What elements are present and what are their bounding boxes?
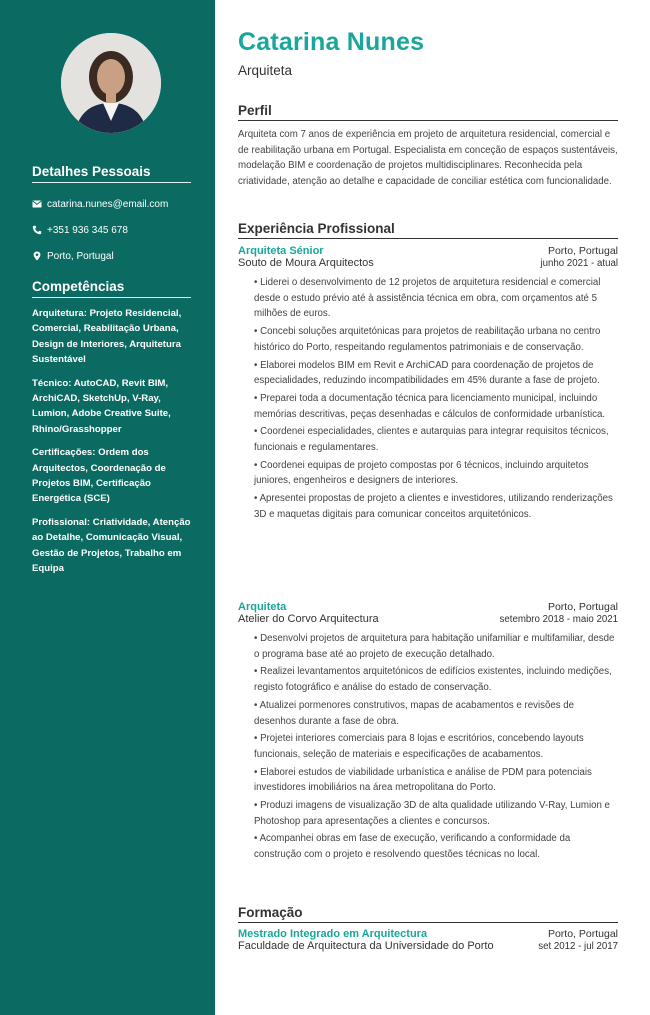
experience-title: Experiência Profissional xyxy=(238,221,618,239)
profile-title: Perfil xyxy=(238,103,618,121)
skill-item: Profissional: Criatividade, Atenção ao Detalhe, Comunicação Visual, Gestão de Projetos, Trabalho em Equipa xyxy=(32,516,191,575)
job-title: Arquiteta Sénior xyxy=(238,245,324,257)
job-company: Souto de Moura Arquitectos xyxy=(238,257,374,269)
list-item: • Liderei o desenvolvimento de 12 projetos de arquitetura residencial e comercial desde o estudo prévio até à assistência técnica em obra, com orçamentos até 5 milhões de euros. xyxy=(254,275,618,322)
job-dates: setembro 2018 - maio 2021 xyxy=(499,614,618,625)
list-item: • Apresentei propostas de projeto a clientes e investidores, utilizando renderizações 3D e maquetas digitais para comunicar conceitos arquitetónicos. xyxy=(254,491,618,522)
list-item: • Desenvolvi projetos de arquitetura para habitação unifamiliar e multifamiliar, desde o programa base até ao projeto de execução detalhado. xyxy=(254,631,618,662)
personal-details-title: Detalhes Pessoais xyxy=(32,164,191,183)
skill-item: Arquitetura: Projeto Residencial, Comercial, Reabilitação Urbana, Design de Interiores, Arquitetura Sustentável xyxy=(32,308,182,366)
skill-item: Técnico: AutoCAD, Revit BIM, ArchiCAD, SketchUp, V-Ray, Lumion, Adobe Creative Suite, Rhino/Grasshopper xyxy=(32,377,171,435)
email-text[interactable]: catarina.nunes@email.com xyxy=(47,198,169,210)
job-bullets xyxy=(254,275,618,523)
skills-section xyxy=(32,279,191,585)
job-location: Porto, Portugal xyxy=(547,245,618,257)
job-company: Atelier do Corvo Arquitectura xyxy=(238,613,379,625)
job-title: Arquiteta xyxy=(238,601,287,613)
job-entry xyxy=(238,601,618,865)
location-row xyxy=(32,243,191,269)
list-item: • Realizei levantamentos arquitetónicos de edifícios existentes, incluindo medições, registo fotográfico e análise do estado de conservação. xyxy=(254,664,618,695)
list-item: • Elaborei estudos de viabilidade urbanística e análise de PDM para potenciais investidores imobiliários na área metropolitana do Porto. xyxy=(254,765,618,796)
job-bullets xyxy=(254,631,618,863)
candidate-name: Catarina Nunes xyxy=(238,28,425,56)
education-title: Formação xyxy=(238,905,618,923)
avatar xyxy=(61,33,161,133)
list-item: • Atualizei pormenores construtivos, mapas de acabamentos e revisões de desenhos durante a fase de obra. xyxy=(254,698,618,729)
personal-details-section xyxy=(32,164,191,269)
envelope-icon xyxy=(32,199,42,209)
education-dates: set 2012 - jul 2017 xyxy=(538,941,618,952)
list-item: • Coordenei equipas de projeto compostas por 6 técnicos, incluindo arquitetos juniores, engenheiros e designers de interiores. xyxy=(254,458,618,489)
location-text: Porto, Portugal xyxy=(47,250,114,262)
list-item: • Acompanhei obras em fase de execução, verificando a conformidade da construção com o projeto e resolvendo questões técnicas no local. xyxy=(254,831,618,862)
list-item: • Projetei interiores comerciais para 8 lojas e escritórios, concebendo layouts funcionais, seleção de materiais e especificações de acabamentos. xyxy=(254,731,618,762)
job-location: Porto, Portugal xyxy=(547,601,618,613)
email-row xyxy=(32,191,191,217)
education-entry xyxy=(238,928,618,952)
skill-item: Certificações: Ordem dos Arquitectos, Coordenação de Projetos BIM, Certificação Energética (SCE) xyxy=(32,447,166,505)
list-item: • Preparei toda a documentação técnica para licenciamento municipal, incluindo memórias descritivas, peças desenhadas e cálculos de conformidade urbanística. xyxy=(254,391,618,422)
list-item: • Coordenei especialidades, clientes e autarquias para integrar requisitos técnicos, funcionais e regulamentares. xyxy=(254,424,618,455)
phone-icon xyxy=(32,225,42,235)
phone-text[interactable]: +351 936 345 678 xyxy=(47,224,128,236)
list-item: • Elaborei modelos BIM em Revit e ArchiCAD para coordenação de projetos de especialidades, reduzindo incompatibilidades em 45% durante a fase de projeto. xyxy=(254,358,618,389)
education-location: Porto, Portugal xyxy=(547,928,618,940)
profile-photo xyxy=(61,33,161,133)
list-item: • Concebi soluções arquitetónicas para projetos de reabilitação urbana no centro histórico do Porto, respeitando regulamentos patrimoniais e de conservação. xyxy=(254,324,618,355)
candidate-role: Arquiteta xyxy=(238,63,293,78)
job-dates: junho 2021 - atual xyxy=(540,258,618,269)
map-pin-icon xyxy=(32,251,42,261)
phone-row xyxy=(32,217,191,243)
job-entry xyxy=(238,245,618,525)
profile-text: Arquiteta com 7 anos de experiência em projeto de arquitetura residencial, comercial e de reabilitação urbana em Portugal. Especialista em conceção de espaços sustentáveis, modelação BIM e coordenação de projetos multidisciplinares. Reconhecida pela criatividade, atenção ao detalhe e capacidade de conciliar estética com funcionalidade. xyxy=(238,129,618,188)
skills-title: Competências xyxy=(32,279,191,298)
list-item: • Produzi imagens de visualização 3D de alta qualidade utilizando V-Ray, Lumion e Photoshop para apresentações a clientes e concursos. xyxy=(254,798,618,829)
degree-title: Mestrado Integrado em Arquitectura xyxy=(238,928,428,940)
school-name: Faculdade de Arquitectura da Universidade do Porto xyxy=(238,940,494,952)
sidebar xyxy=(0,0,215,1015)
